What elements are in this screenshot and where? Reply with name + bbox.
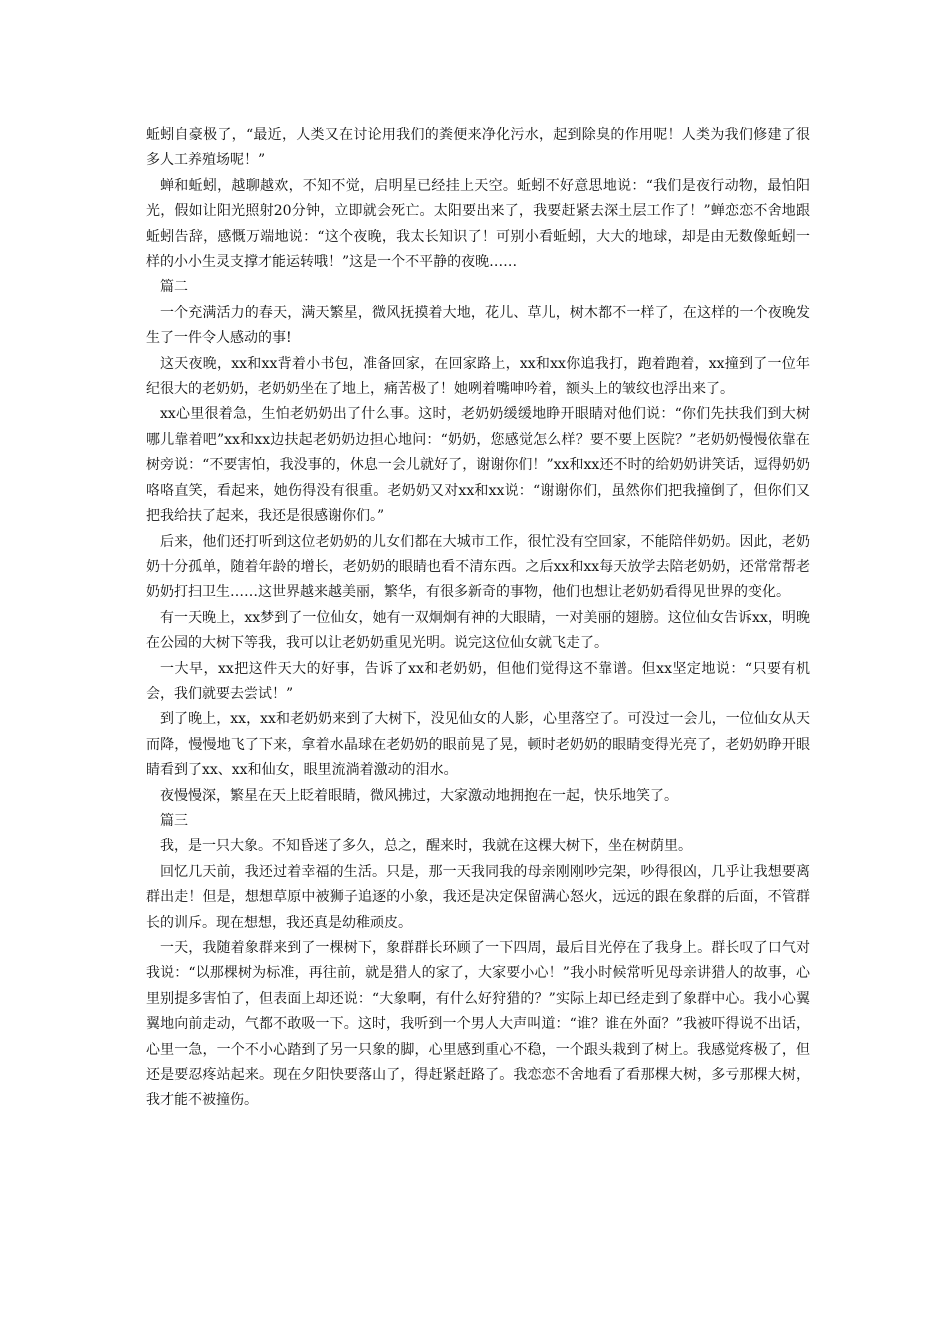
paragraph: 夜慢慢深，繁星在天上眨着眼睛，微风拂过，大家激动地拥抱在一起，快乐地笑了。: [160, 787, 678, 804]
paragraph: 一个充满活力的春天，满天繁星，微风抚摸着大地，花儿、草儿，树木都不一样了，在这样的一个夜晚发生了一件令人感动的事!: [146, 304, 810, 347]
section-heading-3: 篇三: [160, 812, 188, 829]
paragraph: 蚯蚓自豪极了，“最近，人类又在讨论用我们的粪便来净化污水，起到除臭的作用呢！人类为我们修建了很多人工养殖场呢！”: [146, 127, 810, 169]
paragraph: xx心里很着急，生怕老奶奶出了什么事。这时，老奶奶缓缓地睁开眼睛对他们说：“你们先扶我们到大树哪儿靠着吧”xx和xx边扶起老奶奶边担心地问：“奶奶，您感觉怎么样？要不要上医院？”老奶奶慢慢依靠在树旁说：“不要害怕，我没事的，休息一会儿就好了，谢谢你们！”xx和xx还不时的给奶奶讲笑话，逗得奶奶咯咯直笑，看起来，她伤得没有很重。老奶奶又对xx和xx说：“谢谢你们，虽然你们把我撞倒了，但你们又把我给扶了起来，我还是很感谢你们。”: [146, 406, 810, 525]
paragraph: 有一天晚上，xx梦到了一位仙女，她有一双炯炯有神的大眼睛，一对美丽的翅膀。这位仙女告诉xx，明晚在公园的大树下等我，我可以让老奶奶重见光明。说完这位仙女就飞走了。: [146, 609, 810, 652]
paragraph: 这天夜晚，xx和xx背着小书包，准备回家，在回家路上，xx和xx你追我打，跑着跑着，xx撞到了一位年纪很大的老奶奶，老奶奶坐在了地上，痛苦极了！她咧着嘴呻吟着，额头上的皱纹也浮出来了。: [146, 355, 810, 398]
paragraph: 到了晚上，xx，xx和老奶奶来到了大树下，没见仙女的人影，心里落空了。可没过一会儿，一位仙女从天而降，慢慢地飞了下来，拿着水晶球在老奶奶的眼前晃了晃，顿时老奶奶的眼睛变得光亮了，老奶奶睁开眼睛看到了xx、xx和仙女，眼里流淌着激动的泪水。: [146, 711, 810, 779]
document-page: [146, 123, 810, 1114]
paragraph: 一天，我随着象群来到了一棵树下，象群群长环顾了一下四周，最后目光停在了我身上。群长叹了口气对我说：“以那棵树为标准，再往前，就是猎人的家了，大家要小心！”我小时候常听见母亲讲猎人的故事，心里别提多害怕了，但表面上却还说：“大象啊，有什么好狩猎的？”实际上却已经走到了象群中心。我小心翼翼地向前走动，气都不敢吸一下。这时，我听到一个男人大声叫道：“谁？谁在外面？”我被吓得说不出话，心里一急，一个不小心踏到了另一只象的脚，心里感到重心不稳，一个跟头栽到了树上。我感觉疼极了，但还是要忍疼站起来。现在夕阳快要落山了，得赶紧赶路了。我恋恋不舍地看了看那棵大树，多亏那棵大树，我才能不被撞伤。: [146, 940, 810, 1109]
paragraph: 我，是一只大象。不知昏迷了多久，总之，醒来时，我就在这棵大树下，坐在树荫里。: [160, 838, 692, 855]
paragraph: 蝉和蚯蚓，越聊越欢，不知不觉，启明星已经挂上天空。蚯蚓不好意思地说：“我们是夜行动物，最怕阳光，假如让阳光照射20分钟，立即就会死亡。太阳要出来了，我要赶紧去深土层工作了！”蝉恋恋不舍地跟蚯蚓告辞，感慨万端地说：“这个夜晚，我太长知识了！可别小看蚯蚓，大大的地球，却是由无数像蚯蚓一样的小小生灵支撑才能运转哦！”这是一个不平静的夜晚……: [146, 177, 810, 271]
paragraph: 后来，他们还打听到这位老奶奶的儿女们都在大城市工作，很忙没有空回家，不能陪伴奶奶。因此，老奶奶十分孤单，随着年龄的增长，老奶奶的眼睛也看不清东西。之后xx和xx每天放学去陪老奶奶，还常常帮老奶奶打扫卫生……这世界越来越美丽，繁华，有很多新奇的事物，他们也想让老奶奶看得见世界的变化。: [146, 533, 810, 601]
paragraph: 回忆几天前，我还过着幸福的生活。只是，那一天我同我的母亲刚刚吵完架，吵得很凶，几乎让我想要离群出走！但是，想想草原中被狮子追逐的小象，我还是决定保留满心怒火，远远的跟在象群的后面，不管群长的训斥。现在想想，我还真是幼稚顽皮。: [146, 863, 810, 931]
section-heading-2: 篇二: [160, 279, 188, 296]
paragraph: 一大早，xx把这件天大的好事，告诉了xx和老奶奶，但他们觉得这不靠谱。但xx坚定地说：“只要有机会，我们就要去尝试！”: [146, 660, 810, 702]
